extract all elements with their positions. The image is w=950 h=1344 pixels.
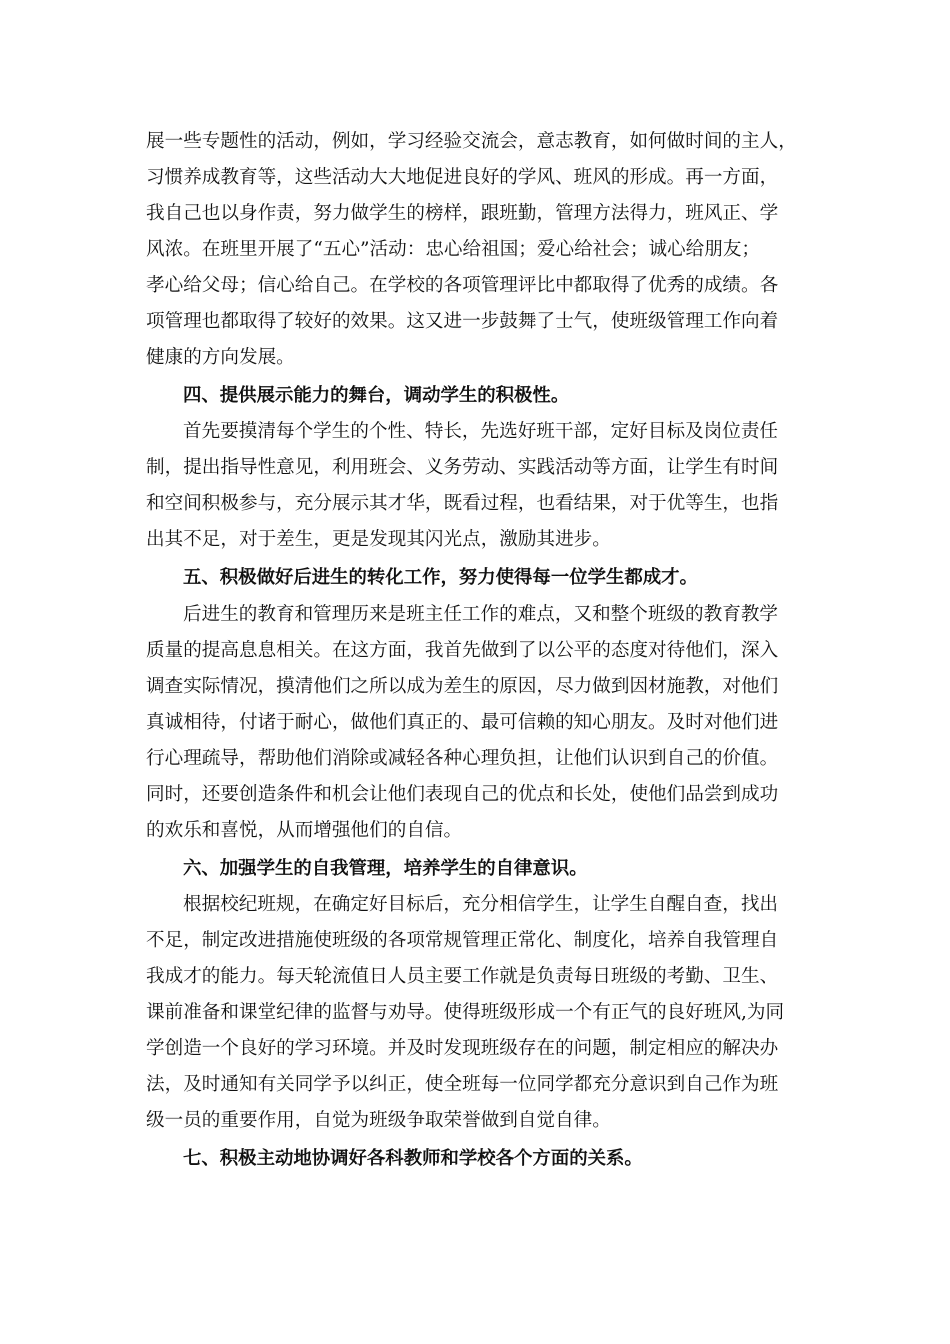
paragraph-first-line: 根据校纪班规，在确定好目标后，充分相信学生，让学生自醒自查，找出 bbox=[183, 894, 779, 915]
body-line: 项管理也都取得了较好的效果。这又进一步鼓舞了士气，使班级管理工作向着 bbox=[146, 311, 779, 332]
body-line: 课前准备和课堂纪律的监督与劝导。使得班级形成一个有正气的良好班风,为同 bbox=[146, 1002, 785, 1023]
body-line: 的欢乐和喜悦，从而增强他们的自信。 bbox=[146, 820, 463, 841]
body-line: 我成才的能力。每天轮流值日人员主要工作就是负责每日班级的考勤、卫生、 bbox=[146, 966, 779, 987]
body-line: 真诚相待，付诸于耐心，做他们真正的、最可信赖的知心朋友。及时对他们进 bbox=[146, 712, 779, 733]
body-line: 制，提出指导性意见，利用班会、义务劳动、实践活动等方面，让学生有时间 bbox=[146, 457, 779, 478]
section-heading: 六、加强学生的自我管理，培养学生的自律意识。 bbox=[183, 858, 588, 879]
body-line: 质量的提高息息相关。在这方面，我首先做到了以公平的态度对待他们，深入 bbox=[146, 640, 779, 661]
body-line: 法，及时通知有关同学予以纠正，使全班每一位同学都充分意识到自己作为班 bbox=[146, 1074, 779, 1095]
body-line: 级一员的重要作用，自觉为班级争取荣誉做到自觉自律。 bbox=[146, 1110, 611, 1131]
body-line: 孝心给父母；信心给自己。在学校的各项管理评比中都取得了优秀的成绩。各 bbox=[146, 275, 779, 296]
body-line: 调查实际情况，摸清他们之所以成为差生的原因，尽力做到因材施教，对他们 bbox=[146, 676, 779, 697]
body-line: 健康的方向发展。 bbox=[146, 347, 295, 368]
paragraph-first-line: 首先要摸清每个学生的个性、特长，先选好班干部，定好目标及岗位责任 bbox=[183, 421, 779, 442]
body-line: 学创造一个良好的学习环境。并及时发现班级存在的问题，制定相应的解决办 bbox=[146, 1038, 779, 1059]
paragraph-first-line: 后进生的教育和管理历来是班主任工作的难点，又和整个班级的教育教学 bbox=[183, 604, 779, 625]
body-line: 出其不足，对于差生，更是发现其闪光点，激励其进步。 bbox=[146, 529, 611, 550]
body-line: 我自己也以身作责，努力做学生的榜样，跟班勤，管理方法得力，班风正、学 bbox=[146, 203, 779, 224]
body-line: 展一些专题性的活动，例如，学习经验交流会，意志教育，如何做时间的主人， bbox=[146, 131, 797, 152]
body-line: 不足，制定改进措施使班级的各项常规管理正常化、制度化，培养自我管理自 bbox=[146, 930, 779, 951]
section-heading: 七、积极主动地协调好各科教师和学校各个方面的关系。 bbox=[183, 1148, 643, 1169]
section-heading: 四、提供展示能力的舞台，调动学生的积极性。 bbox=[183, 385, 570, 406]
body-line: 风浓。在班里开展了“五心”活动：忠心给祖国；爱心给社会；诚心给朋友； bbox=[146, 239, 761, 260]
body-line: 同时，还要创造条件和机会让他们表现自己的优点和长处，使他们品尝到成功 bbox=[146, 784, 779, 805]
body-line: 行心理疏导，帮助他们消除或减轻各种心理负担，让他们认识到自己的价值。 bbox=[146, 748, 779, 769]
body-line: 和空间积极参与，充分展示其才华，既看过程，也看结果，对于优等生，也指 bbox=[146, 493, 779, 514]
section-heading: 五、积极做好后进生的转化工作，努力使得每一位学生都成才。 bbox=[183, 567, 698, 588]
body-line: 习惯养成教育等，这些活动大大地促进良好的学风、班风的形成。再一方面， bbox=[146, 167, 779, 188]
